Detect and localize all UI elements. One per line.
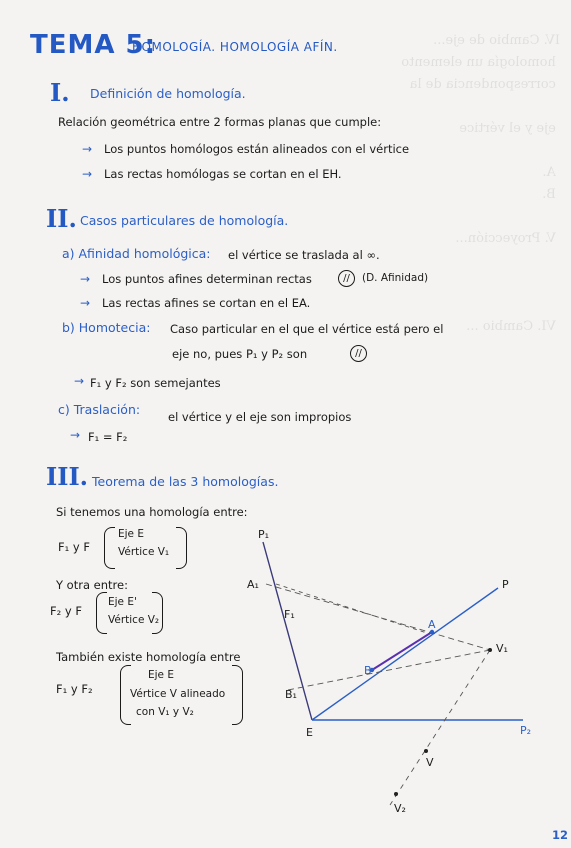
label-p: P: [502, 578, 509, 591]
pair-1-vertex: Vértice V₁: [118, 546, 170, 558]
section-3-heading: Teorema de las 3 homologías.: [92, 474, 279, 489]
arrow-icon: →: [80, 272, 91, 286]
case-a-item-1: Los puntos afines determinan rectas: [102, 272, 312, 286]
section-3-number: III.: [46, 462, 89, 491]
page-subtitle: HOMOLOGÍA. HOMOLOGÍA AFÍN.: [132, 40, 338, 54]
arrow-icon: →: [80, 296, 91, 310]
segment-ab: [372, 632, 432, 670]
label-f1: F₁: [284, 608, 295, 621]
section-1-heading: Definición de homología.: [90, 86, 246, 101]
dashed-line: [288, 650, 490, 690]
point-v: [424, 749, 428, 753]
case-a-note: (D. Afinidad): [362, 272, 429, 284]
pair-3: F₁ y F₂: [56, 682, 93, 696]
case-a-item-2: Las rectas afines se cortan en el EA.: [102, 296, 311, 310]
right-brace: [152, 592, 163, 634]
section-1-item-2: Las rectas homólogas se cortan en el EH.: [104, 167, 342, 181]
case-c-item: F₁ = F₂: [88, 430, 128, 444]
arrow-icon: →: [82, 142, 93, 156]
case-a-text: el vértice se traslada al ∞.: [228, 248, 380, 262]
section-3-other: Y otra entre:: [56, 578, 128, 592]
pair-2-axis: Eje E': [108, 596, 137, 608]
parallel-symbol: //: [338, 270, 355, 287]
dashed-line: [276, 584, 430, 634]
label-e: E: [306, 726, 313, 739]
label-b: B: [364, 664, 372, 677]
point-v2: [394, 792, 398, 796]
section-1-item-1: Los puntos homólogos están alineados con el vértice: [104, 142, 410, 156]
section-2-number: II.: [46, 204, 77, 233]
section-1-number: I.: [50, 78, 70, 107]
label-a: A: [428, 618, 436, 631]
arrow-icon: →: [70, 428, 81, 442]
label-v: V: [426, 756, 434, 769]
left-brace: [96, 592, 107, 634]
case-b-label: b) Homotecia:: [62, 320, 151, 335]
pair-2: F₂ y F: [50, 604, 82, 618]
homology-diagram: [240, 520, 550, 820]
case-c-label: c) Traslación:: [58, 402, 141, 417]
right-brace: [176, 527, 187, 569]
case-b-item: F₁ y F₂ son semejantes: [90, 376, 221, 390]
left-brace: [104, 527, 115, 569]
pair-3-axis: Eje E: [148, 669, 174, 681]
pair-1: F₁ y F: [58, 540, 90, 554]
pair-2-vertex: Vértice V₂: [108, 614, 160, 626]
section-1-definition: Relación geométrica entre 2 formas planas que cumple:: [58, 115, 382, 129]
section-3-intro: Si tenemos una homología entre:: [56, 505, 248, 519]
dashed-line: [390, 650, 490, 805]
section-3-also: También existe homología entre: [56, 650, 241, 664]
point-v1: [488, 648, 492, 652]
case-a-label: a) Afinidad homológica:: [62, 246, 211, 261]
label-v1: V₁: [496, 642, 508, 655]
label-b1: B₁: [285, 688, 297, 701]
case-c-text: el vértice y el eje son impropios: [168, 410, 352, 424]
label-a1: A₁: [247, 578, 259, 591]
arrow-icon: →: [82, 167, 93, 181]
page-title: TEMA 5:: [30, 30, 157, 60]
pair-3-aligned: con V₁ y V₂: [136, 706, 194, 718]
section-2-heading: Casos particulares de homología.: [80, 213, 289, 228]
case-b-text-2: eje no, pues P₁ y P₂ son: [172, 347, 308, 361]
case-b-text-1: Caso particular en el que el vértice está pero el: [170, 322, 444, 336]
arrow-icon: →: [74, 374, 85, 388]
label-p1: P₁: [258, 528, 270, 541]
pair-3-vertex: Vértice V alineado: [130, 688, 226, 700]
parallel-symbol: //: [350, 345, 367, 362]
label-v2: V₂: [394, 802, 406, 815]
pair-1-axis: Eje E: [118, 528, 144, 540]
label-p2: P₂: [520, 724, 532, 737]
page-number: 12: [552, 828, 569, 842]
bleed-through-text: IV. Cambio de eje... homología un elemento correspondencia de la eje y el vértice A. B. V. Proyección... VI. Cambio ...: [401, 33, 560, 334]
